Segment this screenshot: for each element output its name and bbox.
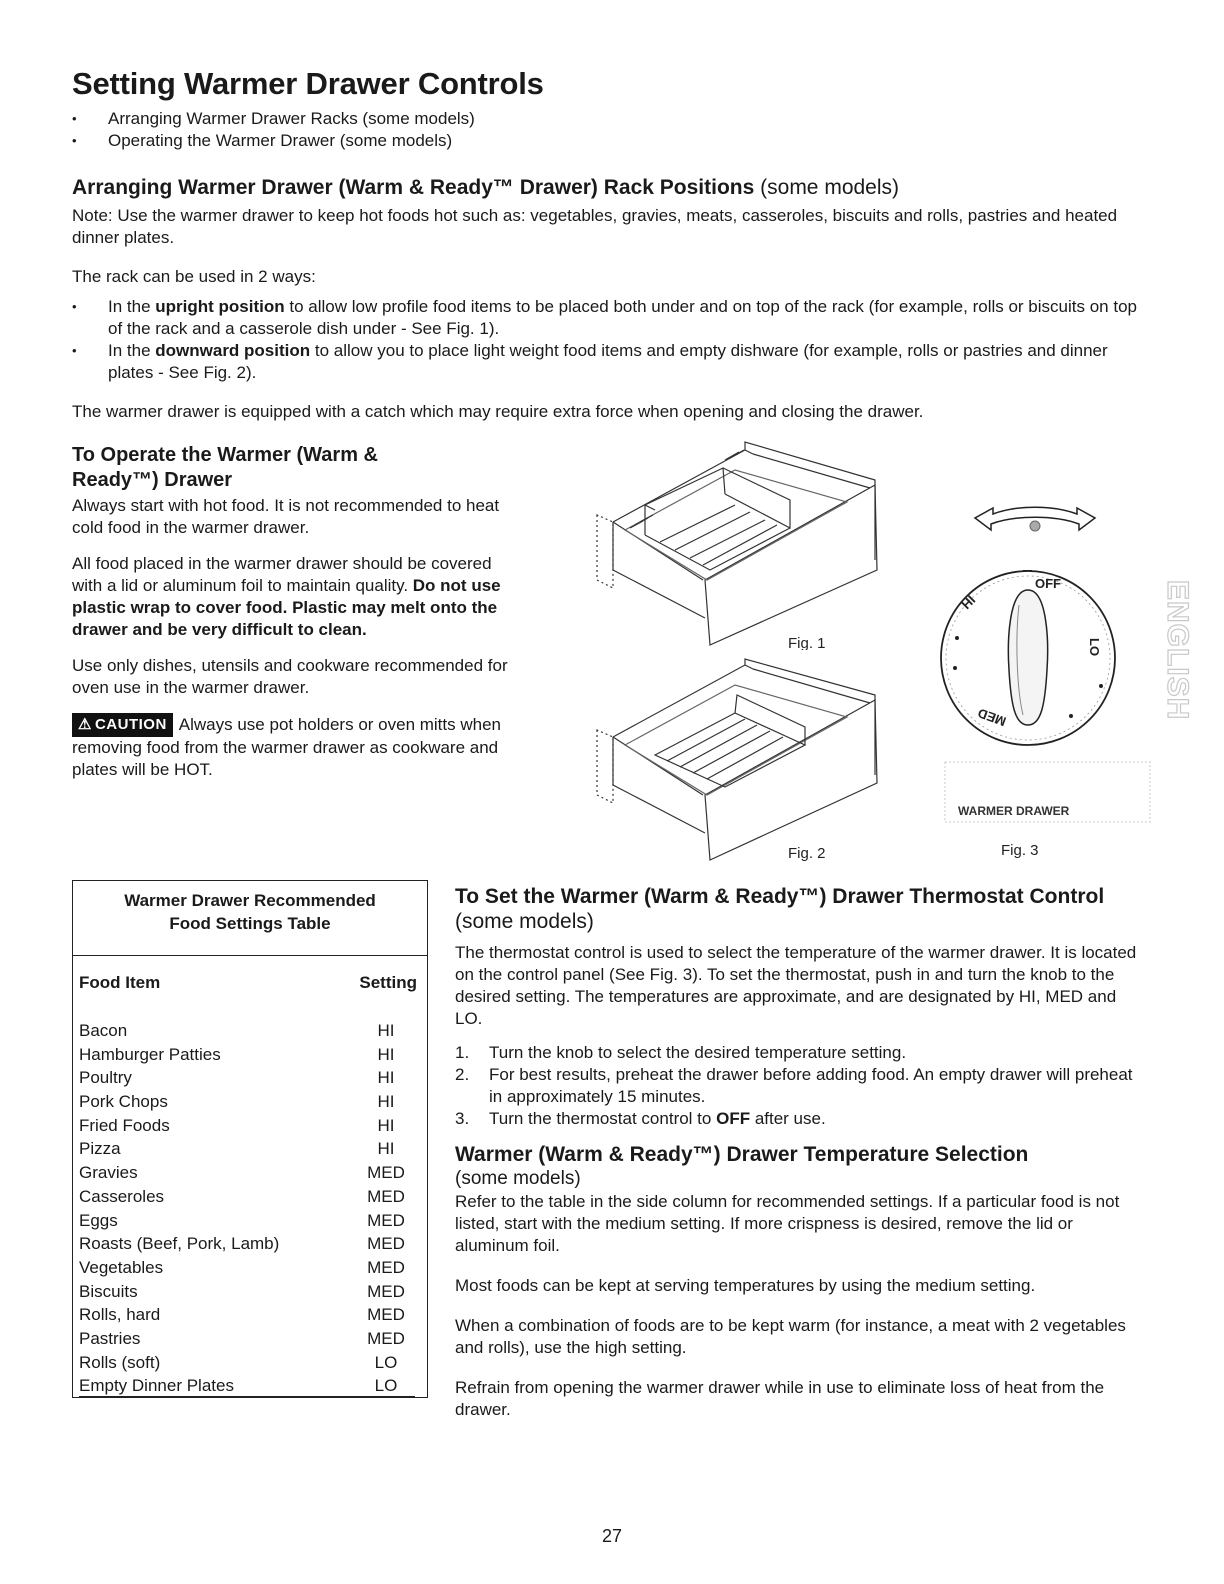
operate-section — [72, 443, 532, 781]
page-number: 27 — [601, 1526, 623, 1546]
step-item — [455, 1108, 1145, 1130]
thermostat-section — [455, 884, 1145, 1421]
step-text: after use. — [750, 1109, 826, 1128]
food-item-cell: Empty Dinner Plates — [79, 1376, 234, 1396]
caution-badge — [72, 713, 173, 737]
setting-cell: MED — [367, 1257, 405, 1277]
rack-section-heading — [72, 176, 1152, 200]
caution-label: CAUTION — [94, 716, 167, 733]
rack-heading-suffix: (some models) — [760, 176, 900, 199]
topic-item: • Arranging Warmer Drawer Racks (some models) — [72, 108, 475, 130]
food-item-cell: Pizza — [79, 1139, 121, 1159]
upright-position-item — [72, 296, 1152, 340]
english-tab-text: ENGLISH — [1161, 580, 1194, 720]
table-row — [79, 1043, 417, 1067]
setting-cell: HI — [377, 1115, 395, 1135]
food-item-cell: Bacon — [79, 1021, 128, 1040]
table-row — [79, 1137, 417, 1161]
warmer-drawer-caption: WARMER DRAWER — [958, 804, 1070, 818]
food-item-cell: Biscuits — [79, 1281, 138, 1301]
topic-list — [72, 108, 475, 152]
step-bold: OFF — [716, 1109, 751, 1128]
table-title-line2: Food Settings Table — [169, 914, 331, 933]
thermostat-heading-text: To Set the Warmer (Warm & Ready™) Drawer Thermostat Control — [455, 885, 1105, 908]
setting-cell: HI — [377, 1068, 395, 1088]
setting-cell: HI — [377, 1139, 395, 1159]
rack-intro: The rack can be used in 2 ways: — [72, 267, 316, 286]
table-bottom-rule — [79, 1396, 415, 1397]
food-item-cell: Roasts (Beef, Pork, Lamb) — [79, 1234, 280, 1254]
operate-heading-line2: Ready™) Drawer — [72, 469, 233, 491]
step-number: 2. — [455, 1065, 470, 1084]
downward-position-item — [72, 340, 1152, 384]
food-item-cell: Rolls (soft) — [79, 1352, 161, 1372]
step-number: 3. — [455, 1109, 470, 1128]
table-body — [79, 1019, 417, 1398]
table-row — [79, 1019, 417, 1043]
setting-cell: HI — [377, 1044, 395, 1064]
food-item-cell: Pork Chops — [79, 1092, 168, 1112]
topic-item: • Operating the Warmer Drawer (some models) — [72, 130, 475, 152]
setting-cell: MED — [367, 1210, 405, 1230]
food-item-cell: Fried Foods — [79, 1115, 170, 1135]
table-row — [79, 1185, 417, 1209]
step-item — [455, 1064, 1145, 1108]
knob-hi-label: HI — [958, 592, 979, 613]
table-row — [79, 1374, 417, 1398]
operate-heading-line1: To Operate the Warmer (Warm & — [72, 444, 378, 466]
setting-cell: HI — [377, 1021, 395, 1040]
temp-heading: Warmer (Warm & Ready™) Drawer Temperature Selection — [455, 1143, 1029, 1166]
operate-warning-bold: Do not use plastic wrap to cover food. Plastic may melt onto the drawer and be very difficult to clean. — [72, 576, 501, 639]
bullet-text: to allow low profile food items to be placed both under and on top of the rack (for example, rolls or biscuits on top of the rack and a casserole dish under - See Fig. 1). — [108, 297, 1137, 338]
bullet-text: In the — [108, 341, 156, 360]
operate-p2 — [72, 553, 512, 641]
setting-cell: LO — [374, 1352, 398, 1372]
food-item-cell: Hamburger Patties — [79, 1044, 221, 1064]
knob-off-label: OFF — [1035, 576, 1061, 591]
step-item — [455, 1042, 1145, 1064]
table-row — [79, 1327, 417, 1351]
food-item-cell: Vegetables — [79, 1257, 164, 1277]
warning-triangle-icon: ⚠ — [78, 716, 92, 733]
catch-note: The warmer drawer is equipped with a catch which may require extra force when opening and closing the drawer. — [72, 402, 924, 421]
operate-p2-text: All food placed in the warmer drawer should be covered with a lid or aluminum foil to maintain quality. — [72, 554, 492, 595]
thermostat-heading — [455, 884, 1145, 934]
col-header-food: Food Item — [79, 973, 161, 992]
step-number: 1. — [455, 1043, 470, 1062]
table-title — [73, 889, 427, 935]
temp-p3: When a combination of foods are to be kept warm (for instance, a meat with 2 vegetables and rolls), use the high setting. — [455, 1316, 1126, 1357]
knob-med-label: MED — [975, 705, 1009, 730]
setting-cell: MED — [367, 1234, 405, 1254]
fig3-thermostat-knob-illustration — [935, 490, 1155, 860]
table-header-row — [79, 973, 417, 993]
table-row — [79, 1280, 417, 1304]
temp-p2: Most foods can be kept at serving temperatures by using the medium setting. — [455, 1276, 1036, 1295]
food-settings-table — [72, 880, 428, 1398]
food-item-cell: Gravies — [79, 1163, 138, 1183]
operate-p1: Always start with hot food. It is not recommended to heat cold food in the warmer drawer. — [72, 496, 500, 537]
food-item-cell: Rolls, hard — [79, 1305, 161, 1325]
temp-p4: Refrain from opening the warmer drawer while in use to eliminate loss of heat from the drawer. — [455, 1378, 1105, 1419]
table-row — [79, 1066, 417, 1090]
rack-ways-list — [72, 296, 1152, 384]
setting-cell: MED — [367, 1305, 405, 1325]
setting-cell: MED — [367, 1163, 405, 1183]
table-row — [79, 1351, 417, 1375]
knob-lo-label: LO — [1087, 638, 1102, 657]
table-divider — [73, 955, 427, 956]
bullet-text: In the — [108, 297, 156, 316]
step-text: Turn the thermostat control to — [489, 1109, 717, 1128]
temp-p1: Refer to the table in the side column for recommended settings. If a particular food is not listed, start with the medium setting. If more crispness is desired, remove the lid or aluminum foil. — [455, 1192, 1120, 1255]
step-text: Turn the knob to select the desired temperature setting. — [489, 1043, 907, 1062]
food-item-cell: Pastries — [79, 1328, 141, 1348]
thermostat-heading-suffix: (some models) — [455, 910, 594, 933]
food-item-cell: Casseroles — [79, 1186, 165, 1206]
fig3-label: Fig. 3 — [1001, 842, 1039, 859]
setting-cell: HI — [377, 1092, 395, 1112]
table-row — [79, 1232, 417, 1256]
table-row — [79, 1209, 417, 1233]
food-item-cell: Poultry — [79, 1068, 132, 1088]
page-title: Setting Warmer Drawer Controls — [72, 66, 544, 101]
fig1-label: Fig. 1 — [788, 635, 826, 650]
thermostat-steps — [455, 1042, 1145, 1130]
rack-heading-text: Arranging Warmer Drawer (Warm & Ready™ Drawer) Rack Positions — [72, 176, 755, 199]
english-side-tab — [1150, 570, 1210, 720]
step-text: For best results, preheat the drawer before adding food. An empty drawer will preheat in approximately 15 minutes. — [489, 1065, 1133, 1106]
table-row — [79, 1161, 417, 1185]
thermostat-p1: The thermostat control is used to select the temperature of the warmer drawer. It is located on the control panel (See Fig. 3). To set the thermostat, push in and turn the knob to the desired setting. The temperatures are approximate, and are designated by HI, MED and LO. — [455, 943, 1137, 1028]
caution-text: Always use pot holders or oven mitts when removing food from the warmer drawer as cookware and plates will be HOT. — [72, 715, 501, 779]
setting-cell: MED — [367, 1281, 405, 1301]
table-row — [79, 1256, 417, 1280]
rack-note: Note: Use the warmer drawer to keep hot foods hot such as: vegetables, gravies, meats, casseroles, biscuits and rolls, pastries and heated dinner plates. — [72, 206, 1118, 247]
col-header-setting: Setting — [359, 973, 417, 992]
food-item-cell: Eggs — [79, 1210, 118, 1230]
setting-cell: LO — [374, 1376, 398, 1396]
table-row — [79, 1114, 417, 1138]
fig2-label: Fig. 2 — [788, 845, 826, 862]
bullet-bold: upright position — [155, 297, 285, 316]
table-title-line1: Warmer Drawer Recommended — [124, 891, 376, 910]
table-row — [79, 1090, 417, 1114]
bullet-bold: downward position — [155, 341, 311, 360]
temp-heading-suffix: (some models) — [455, 1168, 581, 1189]
operate-p3: Use only dishes, utensils and cookware recommended for oven use in the warmer drawer. — [72, 656, 508, 697]
bullet-text: to allow you to place light weight food items and empty dishware (for example, rolls or pastries and dinner plates - See Fig. 2). — [108, 341, 1108, 382]
caution-paragraph — [72, 713, 527, 781]
fig1-drawer-upright-illustration — [585, 430, 895, 650]
table-row — [79, 1303, 417, 1327]
setting-cell: MED — [367, 1328, 405, 1348]
setting-cell: MED — [367, 1186, 405, 1206]
fig2-drawer-downward-illustration — [585, 655, 895, 865]
